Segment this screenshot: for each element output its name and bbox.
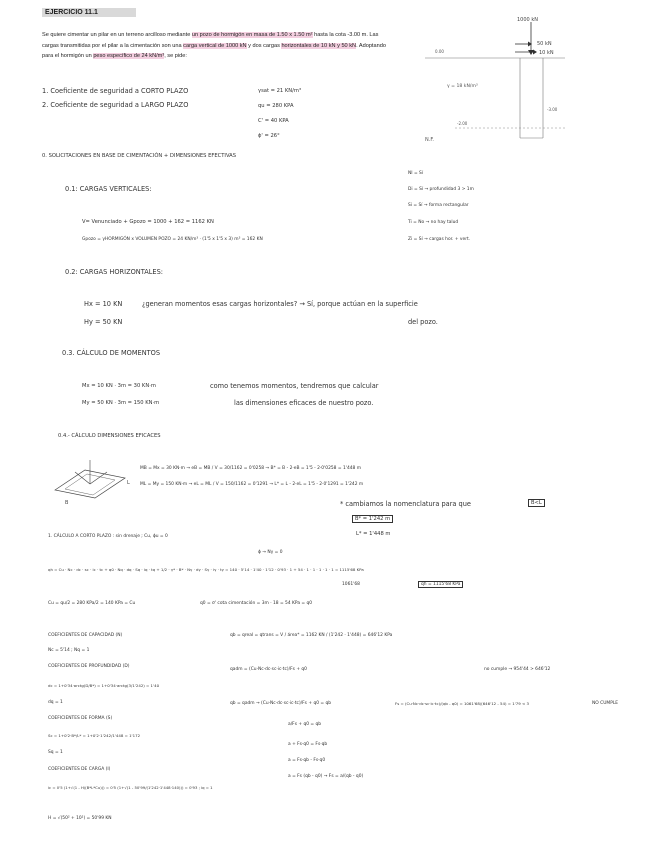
figure-lower-level: -2.00	[457, 121, 468, 126]
qb-qadm-equation: qb = qadm → (Cu·Nc·dc·sc·ic·tc)/Fs + q0 = qb	[230, 701, 332, 706]
ic-equation: ic = 0'5 (1+√(1 - H/(B*L*Cu))) = 0'5 (1+√(1 - 50'99/(1'242·1'448·140))) = 0'93 ; iq = 1	[48, 785, 213, 790]
check-result: no cumple → 954'44 > 646'12	[484, 667, 551, 672]
qb-equation: qb = qreal = qtrans = V / área* = 1162 KN / (1'242 · 1'448) = 646'12 KPa	[230, 633, 393, 638]
statement-highlight: un pozo de hormigón en masa de 1.50 x 1.50 m²	[191, 32, 313, 38]
b-less-l-box: B<L	[528, 499, 545, 507]
qh-sub: 1061'68	[342, 582, 360, 587]
svg-text:L: L	[127, 480, 130, 486]
problem-figure	[415, 8, 575, 148]
statement-highlight: peso específico de 24 kN/m³	[93, 53, 165, 59]
depth-title: COEFICIENTES DE PROFUNDIDAD (D)	[48, 664, 130, 669]
not-ok-label: NO CUMPLE	[592, 701, 619, 706]
derivation-step-1: a/Fs + q0 = qb	[288, 722, 322, 727]
figure-top-level: 0.00	[435, 49, 444, 54]
figure-nf: N.F.	[425, 137, 434, 143]
sc-equation: Sc = 1+0'2·B*/L* = 1+0'2·1'242/1'448 = 1'172	[48, 733, 141, 738]
statement-text: y dos cargas	[246, 42, 282, 49]
cu-equation: Cu = qu/2 = 280 KPa/2 = 140 KPa = Cu	[48, 601, 136, 606]
h-equation: H = √(50² + 10²) = 50'99 KN	[48, 816, 112, 821]
capacity-values: Nc = 5'14 ; Nq = 1	[48, 648, 90, 653]
section-04-title: 0.4.- CÁLCULO DIMENSIONES EFICACES	[58, 433, 161, 439]
statement-highlight: horizontales de 10 kN y 50 kN	[281, 42, 357, 49]
dc-equation: dc = 1+0'34·arctg(D/B*) = 1+0'34·arctg(3/1'242) = 1'40	[48, 683, 160, 688]
ask-short-term: 1. Coeficiente de seguridad a CORTO PLAZO	[42, 87, 189, 95]
figure-gamma: γ = 18 kN/m³	[447, 84, 478, 89]
b-star-result: B* = 1'242 m	[352, 515, 393, 523]
vertical-load-eq: V= Venunciado + Gpozo = 1000 + 162 = 1162 KN	[82, 219, 214, 225]
figure-depth: -3.00	[547, 107, 558, 112]
ask-long-term: 2. Coeficiente de seguridad a LARGO PLAZO	[42, 101, 189, 109]
shape-title: COEFICIENTES DE FORMA (S)	[48, 716, 113, 721]
exercise-title: EJERCICIO 11.1	[42, 8, 136, 17]
section-01-title: 0.1: CARGAS VERTICALES:	[65, 185, 152, 193]
exercise-statement	[42, 30, 392, 62]
derivation-step-4: a = Fs (qb - q0) → Fs = a/(qb - q0)	[288, 774, 364, 779]
capacity-title: COEFICIENTES DE CAPACIDAD (N)	[48, 633, 123, 638]
base-sketch	[45, 450, 135, 505]
q0-equation: q0 = σ' cota cimentación = 3m · 18 = 54 KPa = q0	[200, 601, 313, 606]
horizontal-question: ¿generan momentos esas cargas horizontales? → Sí, porque actúan en la superficie	[142, 300, 418, 308]
pozo-weight-eq: Gpozo = γHORMIGÓN x VOLUMEN POZO = 24 KN/m³ · (1'5 x 1'5 x 3) m³ = 162 KN	[82, 237, 263, 242]
sq-value: Sq = 1	[48, 750, 63, 755]
qadm-equation: qadm = (Cu·Nc·dc·sc·ic·tc)/Fs + q0	[230, 667, 307, 672]
figure-v-load: 1000 kN	[517, 17, 538, 23]
statement-highlight: carga vertical de 1000 kN	[183, 42, 247, 49]
dimension-b-eq: MB = Mx = 30 KN·m → eB = MB / V = 30/1162 = 0'0258 → B* = B - 2·eB = 1'5 - 2·0'0258 = 1'448 m	[140, 466, 361, 471]
statement-text: Se quiere cimentar un pilar en un terreno arcilloso mediante	[42, 32, 192, 38]
statement-text: , se pide:	[164, 53, 187, 59]
statement-text: hasta la cota -3.00 m. Las cargas transmitidas por el pilar a la cimentación son una	[42, 32, 379, 49]
derivation-step-2: a + Fs·q0 = Fs·qb	[288, 742, 328, 747]
side-note: Ti = No → no hay talud	[408, 220, 459, 225]
short-term-title: 1. CÁLCULO A CORTO PLAZO : sin drenaje ; Cu, ϕu = 0	[48, 534, 168, 539]
param-qu: qu = 280 KPA	[258, 103, 294, 109]
figure-h-load-2: 10 kN	[539, 50, 554, 56]
dimension-l-eq: ML = My = 150 KN·m → eL = ML / V = 150/1162 = 0'1291 → L* = L - 2·eL = 1'5 - 2·0'1291 = 1'242 m	[140, 482, 364, 487]
fs-equation: Fs = (Cu·Nc·dc·sc·ic·tc)/(qb - q0) = 1061'68/(646'12 - 54) = 1'79 < 3	[395, 701, 529, 706]
qh-result: qh = 1115'68 KPa	[418, 581, 463, 588]
my-value: My = 50 KN · 3m = 150 KN·m	[82, 400, 160, 406]
dq-value: dq = 1	[48, 700, 63, 705]
horizontal-answer: del pozo.	[408, 318, 438, 326]
param-gamma-sat: γsat = 21 KN/m³	[258, 88, 302, 94]
side-note: NI = Sí	[408, 171, 424, 176]
side-note: Di = Sí → profundidad 3 > 1m	[408, 187, 474, 192]
l-star-result: L* = 1'448 m	[356, 531, 391, 537]
hx-value: Hx = 10 KN	[84, 300, 123, 308]
svg-text:B: B	[65, 500, 69, 505]
mx-value: Mx = 10 KN · 3m = 30 KN·m	[82, 383, 156, 389]
derivation-step-3: a = Fs·qb - Fs·q0	[288, 758, 326, 763]
side-note: Zi = Sí → cargas hor. + vert.	[408, 237, 471, 242]
nomenclature-note: * cambiamos la nomenclatura para que	[340, 500, 471, 508]
figure-h-load-1: 50 kN	[537, 41, 552, 47]
moments-comment-1: como tenemos momentos, tendremos que calcular	[210, 382, 379, 390]
load-title: COEFICIENTES DE CARGA (I)	[48, 767, 111, 772]
hy-value: Hy = 50 KN	[84, 318, 123, 326]
side-note: Si = Sí → forma rectangular	[408, 203, 469, 208]
section-03-title: 0.3. CÁLCULO DE MOMENTOS	[62, 349, 161, 357]
statement-text: . Adoptando para el hormigón un	[42, 42, 386, 59]
qh-equation: qh = Cu · Nc · dc · sc · ic · tc + q0 · Nq · dq · Sq · iq · tq + 1/2 · γ* · B* · Nγ · dγ · Sγ · iγ · tγ = 140 · 5'14 · 1'40 · 1'12 · 0'93 · 1 + 54 · 1 · 1 · 1 · 1 · 1 = 1115'68 KPa	[48, 567, 364, 572]
section-02-title: 0.2: CARGAS HORIZONTALES:	[65, 268, 163, 276]
section-0-title: 0. SOLICITACIONES EN BASE DE CIMENTACIÓN + DIMENSIONES EFECTIVAS	[42, 153, 237, 159]
phi-note: ϕ → Nγ = 0	[258, 550, 283, 555]
moments-comment-2: las dimensiones eficaces de nuestro pozo.	[234, 399, 374, 407]
param-c: C' = 40 KPA	[258, 118, 289, 124]
param-phi: ϕ' = 26°	[258, 133, 280, 139]
